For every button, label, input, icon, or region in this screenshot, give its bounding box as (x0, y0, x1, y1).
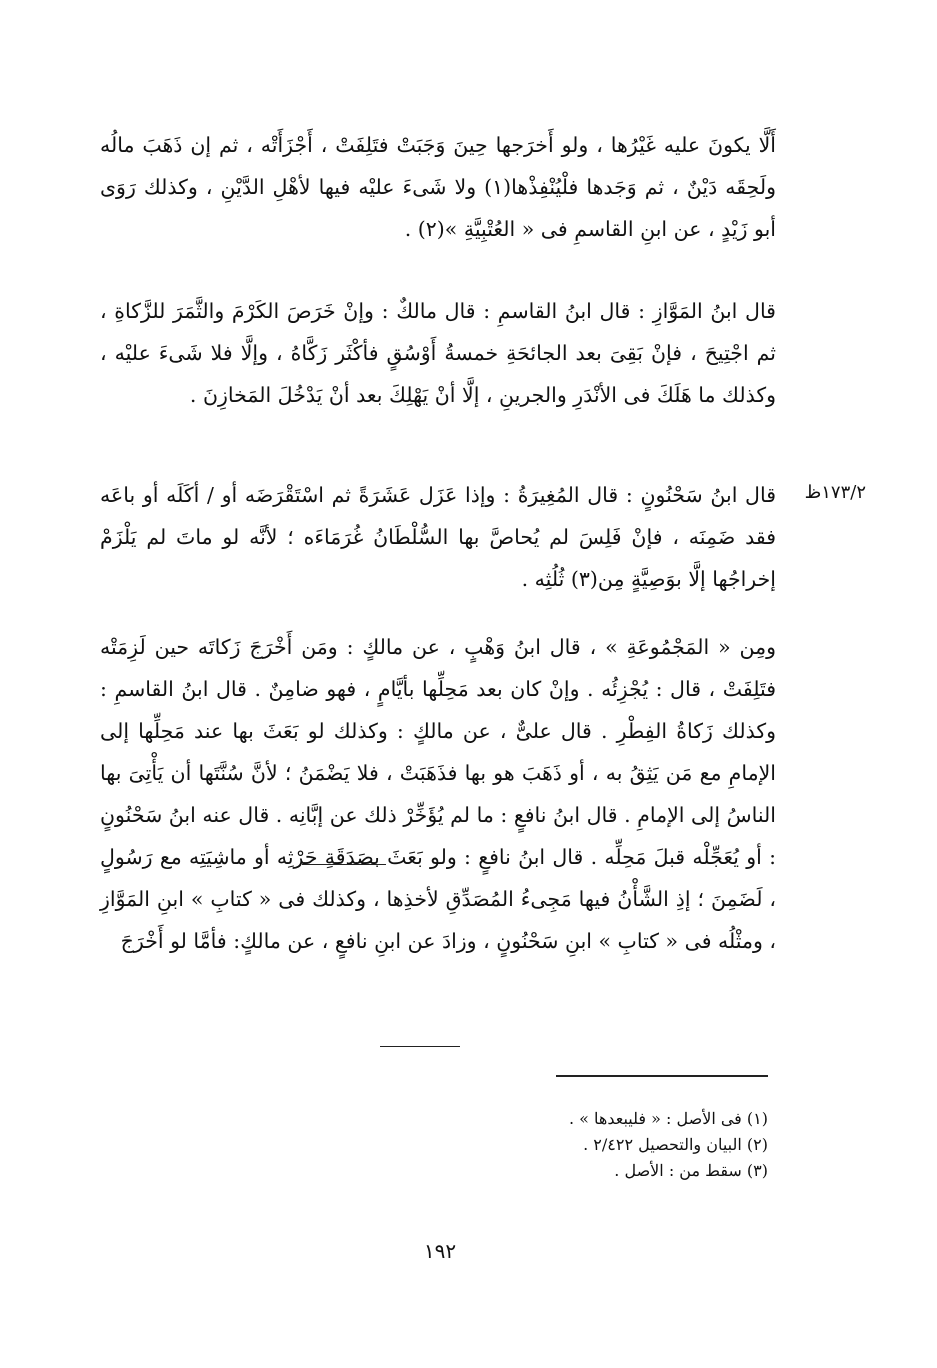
margin-folio-reference: ١٧٣/٢ظ (804, 482, 866, 503)
handwritten-underline-mark (302, 864, 386, 865)
footnotes-list (300, 1106, 768, 1184)
paragraph-2: قال ابنُ المَوَّازِ : قال ابنُ القاسمِ : قال مالكٌ : وإنْ خَرَصَ الكَرْمَ والثَّمَرَ للزَّكاةِ ، ثم اجْتِيحَ ، فإنْ بَقِىَ بعد الجائحَةِ خمسةُ أَوْسُقٍ فأكْثَر زَكَّاهُ ، وإلَّا فلا شَىءَ عليْه ، وكذلك ما هَلَكَ فى الأنْدَرِ والجرينِ ، إلَّا أنْ يَهْلِكَ بعد أنْ يَدْخُلَ المَخازِنَ . (100, 299, 776, 407)
paragraph-3: قال ابنُ سَحْنُونٍ : قال المُغِيرَةُ : وإذا عَزَل عَشَرَةً ثم اسْتَقْرَضَه أو / أكَلَه أو باعَه فقد ضَمِنَه ، فإنْ فَلِسَ لم يُحاصَّ بها السُّلْطَانُ غُرَمَاءَه ؛ لأنَّه لو ماتَ لم يَلْزَمْ إخراجُها إلَّا بوَصِيَّةٍ مِن(٣) ثُلُثِه . (100, 483, 776, 591)
footnote-2: (٢) البيان والتحصيل ٢/٤٢٢ . (583, 1135, 768, 1154)
page-number: ١٩٢ (423, 1239, 457, 1263)
footnote-3: (٣) سقط من : الأصل . (614, 1161, 768, 1180)
handwritten-underline-mark (380, 1046, 460, 1047)
paragraph-4: ومِن « المَجْمُوعَةِ » ، قال ابنُ وَهْبٍ ، عن مالكٍ : ومَن أَخْرَجَ زَكاتَه حين لَزِمَتْه فتَلِفَتْ ، قال : يُجْزِئُه . وإنْ كان بعد مَحِلِّها بأيَّامٍ ، فهو ضامِنٌ . قال ابنُ القاسمِ : وكذلك زَكاةُ الفِطْرِ . قال علىٌّ ، عن مالكٍ : وكذلك لو بَعَثَ بها عند مَحِلِّها إلى الإمامِ مع مَن يَثِقُ به ، أو ذَهَبَ هو بها فذَهَبَتْ ، فلا يَضْمَنُ ؛ لأنَّ سُنَّتَها أن يَأْتِىَ بها الناسُ إلى الإمامِ . قال ابنُ نافعٍ : ما لم يُؤَخِّرْ ذلك عن إبَّانِه . قال عنه ابنُ سَحْنُونٍ : أو يُعَجِّلْه قبلَ مَحِلِّه . قال ابنُ نافعٍ : ولو بَعَثَ بصَدَقَةِ حَرْثِه أو ماشِيَتِه مع رَسُولٍ ، لَضَمِنَ ؛ إذِ الشَّأْنُ فيها مَجِىءُ المُصَدِّقِ لأخذِها ، وكذلك فى « كتابِ » ابنِ المَوَّازِ ، ومثْلُه فى « كتابِ » ابنِ سَحْنُونٍ ، وزادَ عن ابنِ نافعٍ ، عن مالكٍ: فأمَّا لو أَخْرَجَ (100, 635, 776, 953)
footnote-separator-rule (556, 1075, 768, 1077)
footnote-1: (١) فى الأصل : « فليبعدها » . (568, 1109, 768, 1128)
paragraph-1: أَلَّا يكونَ عليه غَيْرُها ، ولو أَخرَجها حِينَ وَجَبَتْ فتَلِفَتْ ، أَجْزَأَتْه ، ثم إن ذَهَبَ مالُه ولَحِقَه دَيْنٌ ، ثم وَجَدها فلْيُنْفِذْها(١) ولا شَىءَ عليْه فيها لأهْلِ الدَّيْنِ ، وكذلك رَوَى أبو زَيْدٍ ، عن ابنِ القاسمِ فى « العُتْبِيَّةِ »(٢) . (100, 133, 776, 241)
